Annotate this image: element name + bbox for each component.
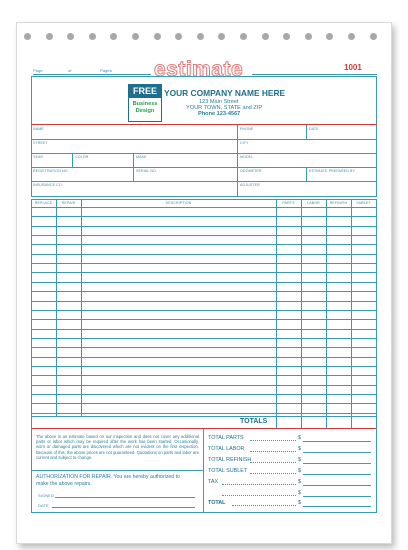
pin-hole (89, 33, 96, 40)
pin-hole (175, 33, 182, 40)
field-prepared-by-label: ESTIMATE PREPARED BY (309, 169, 355, 173)
field-adjuster-label: ADJUSTER (240, 183, 260, 187)
field-date-label: DATE (309, 127, 319, 131)
field-divider (237, 139, 238, 153)
field-serial-label: SERIAL NO. (136, 169, 158, 173)
company-name: YOUR COMPANY NAME HERE (164, 88, 286, 98)
pin-hole (305, 33, 312, 40)
header-rule-right (252, 74, 377, 75)
header-red-rule (31, 124, 377, 125)
totals-row-leader (250, 451, 296, 452)
totals-row-label: TAX (208, 479, 219, 485)
totals-row-dollar: $ (298, 435, 301, 441)
totals-row-amount-field[interactable] (303, 506, 371, 507)
table-header-repair: REPAIR (61, 201, 76, 205)
field-make-label: MAKE (136, 155, 147, 159)
totals-row-dollar: $ (298, 468, 301, 474)
signed-label: SIGNED (38, 493, 54, 498)
table-header-sublet: SUBLET (356, 201, 371, 205)
of-label: of (68, 68, 72, 73)
totals-row-amount-field[interactable] (303, 441, 371, 442)
footer-divider (31, 470, 203, 471)
totals-row-leader (250, 473, 296, 474)
pin-hole (240, 33, 247, 40)
form-title: estimate (154, 58, 244, 81)
top-box-right (376, 76, 377, 124)
field-row-rule (31, 153, 376, 154)
totals-row-label: TOTAL (208, 500, 226, 506)
totals-row-dollar: $ (298, 457, 301, 463)
field-phone-label: PHONE (240, 127, 254, 131)
field-name-label: NAME (33, 127, 44, 131)
totals-row-dollar: $ (298, 490, 301, 496)
fields-bottom-rule (31, 196, 377, 197)
table-top-rule (31, 199, 376, 200)
pin-hole (370, 33, 377, 40)
pin-hole (326, 33, 333, 40)
field-divider (237, 125, 238, 139)
pin-feed-holes (18, 33, 390, 43)
totals-row-dollar: $ (298, 479, 301, 485)
pin-hole (110, 33, 117, 40)
totals-row-amount-field[interactable] (303, 463, 371, 464)
totals-row-leader (222, 484, 296, 485)
field-divider (133, 167, 134, 181)
fields-left-border (31, 125, 32, 197)
footer-right-border (376, 428, 377, 513)
field-year-label: YEAR (33, 155, 44, 159)
field-model-label: MODEL (240, 155, 254, 159)
pin-hole (132, 33, 139, 40)
totals-row-leader (222, 495, 296, 496)
table-column-rule (376, 199, 377, 428)
field-divider (237, 153, 238, 167)
field-row-rule (31, 181, 376, 182)
company-street: 123 Main Street (199, 99, 239, 105)
table-header-refinish: REFINISH (329, 201, 348, 205)
totals-row-label: TOTAL LABOR (208, 446, 245, 452)
pin-hole (67, 33, 74, 40)
disclaimer-text: The above is an estimate based on our inspection and does not cover any additional parts or labor which may be required after the work has been started. Occasionally, worn or damaged parts are discovered which are not evident on the first inspection. Because of this, the above prices are not guaranteed. Quotations on parts and labor are current and subject to change. (36, 434, 199, 460)
totals-row-amount-field[interactable] (303, 496, 371, 497)
field-divider (306, 125, 307, 139)
footer-left-border (31, 428, 32, 513)
form-bottom-rule (31, 512, 377, 513)
field-street-label: STREET (33, 141, 48, 145)
table-header-labor: LABOR (307, 201, 320, 205)
totals-row-leader (250, 440, 296, 441)
pin-hole (218, 33, 225, 40)
footer-red-rule (31, 428, 377, 429)
company-city: YOUR TOWN, STATE and ZIP (186, 105, 263, 111)
totals-row-amount-field[interactable] (303, 452, 371, 453)
totals-row-amount-field[interactable] (303, 474, 371, 475)
field-city-label: CITY (240, 141, 249, 145)
field-row-rule (31, 139, 376, 140)
logo-free: FREE (129, 85, 161, 98)
totals-row-label: TOTAL PARTS (208, 435, 244, 441)
pin-hole (24, 33, 31, 40)
company-phone: Phone 123-4567 (198, 111, 241, 117)
field-insurance-label: INSURANCE CO. (33, 183, 63, 187)
page-label: Page (33, 68, 43, 73)
table-totals-rule (31, 416, 376, 417)
field-divider (306, 167, 307, 181)
top-box-left (31, 76, 32, 124)
header-rule-left (33, 74, 151, 75)
top-box-border (31, 76, 377, 77)
totals-row-dollar: $ (298, 446, 301, 452)
field-odometer-label: ODOMETER (240, 169, 262, 173)
pages-label: Pages (100, 68, 112, 73)
table-header-rule (31, 207, 376, 208)
fields-right-border (376, 125, 377, 197)
field-divider (72, 153, 73, 167)
form-number: 1001 (344, 63, 362, 72)
pin-hole (262, 33, 269, 40)
totals-row-amount-field[interactable] (303, 485, 371, 486)
pin-hole (197, 33, 204, 40)
table-column-rule (81, 199, 82, 416)
totals-divider (203, 429, 204, 512)
totals-row-label: TOTAL REFINISH (208, 457, 252, 463)
field-divider (133, 153, 134, 167)
date-line[interactable] (52, 507, 195, 508)
pin-hole (154, 33, 161, 40)
field-divider (237, 181, 238, 196)
totals-row-leader (250, 462, 296, 463)
totals-row-leader (232, 505, 296, 506)
pin-hole (283, 33, 290, 40)
totals-label: TOTALS (240, 418, 268, 425)
pin-hole (348, 33, 355, 40)
authorization-line2: make the above repairs. (36, 481, 92, 487)
logo-line1: Business (132, 101, 158, 107)
table-header-description: DESCRIPTION (165, 201, 192, 205)
pin-hole (46, 33, 53, 40)
logo-box (128, 84, 162, 122)
signed-line[interactable] (55, 497, 195, 498)
table-header-parts: PARTS (282, 201, 295, 205)
table-column-rule (56, 199, 57, 416)
field-registration-label: REGISTRATION NO. (33, 169, 69, 173)
date-label: DATE (38, 503, 49, 508)
table-header-replace: REPLACE (34, 201, 53, 205)
logo-line2: Design (135, 108, 155, 114)
authorization-line1: AUTHORIZATION FOR REPAIR. You are hereby authorized to (36, 474, 180, 480)
field-divider (237, 167, 238, 181)
field-color-label: COLOR (75, 155, 89, 159)
field-row-rule (31, 167, 376, 168)
totals-row-dollar: $ (298, 500, 301, 506)
totals-row-label: TOTAL SUBLET (208, 468, 248, 474)
